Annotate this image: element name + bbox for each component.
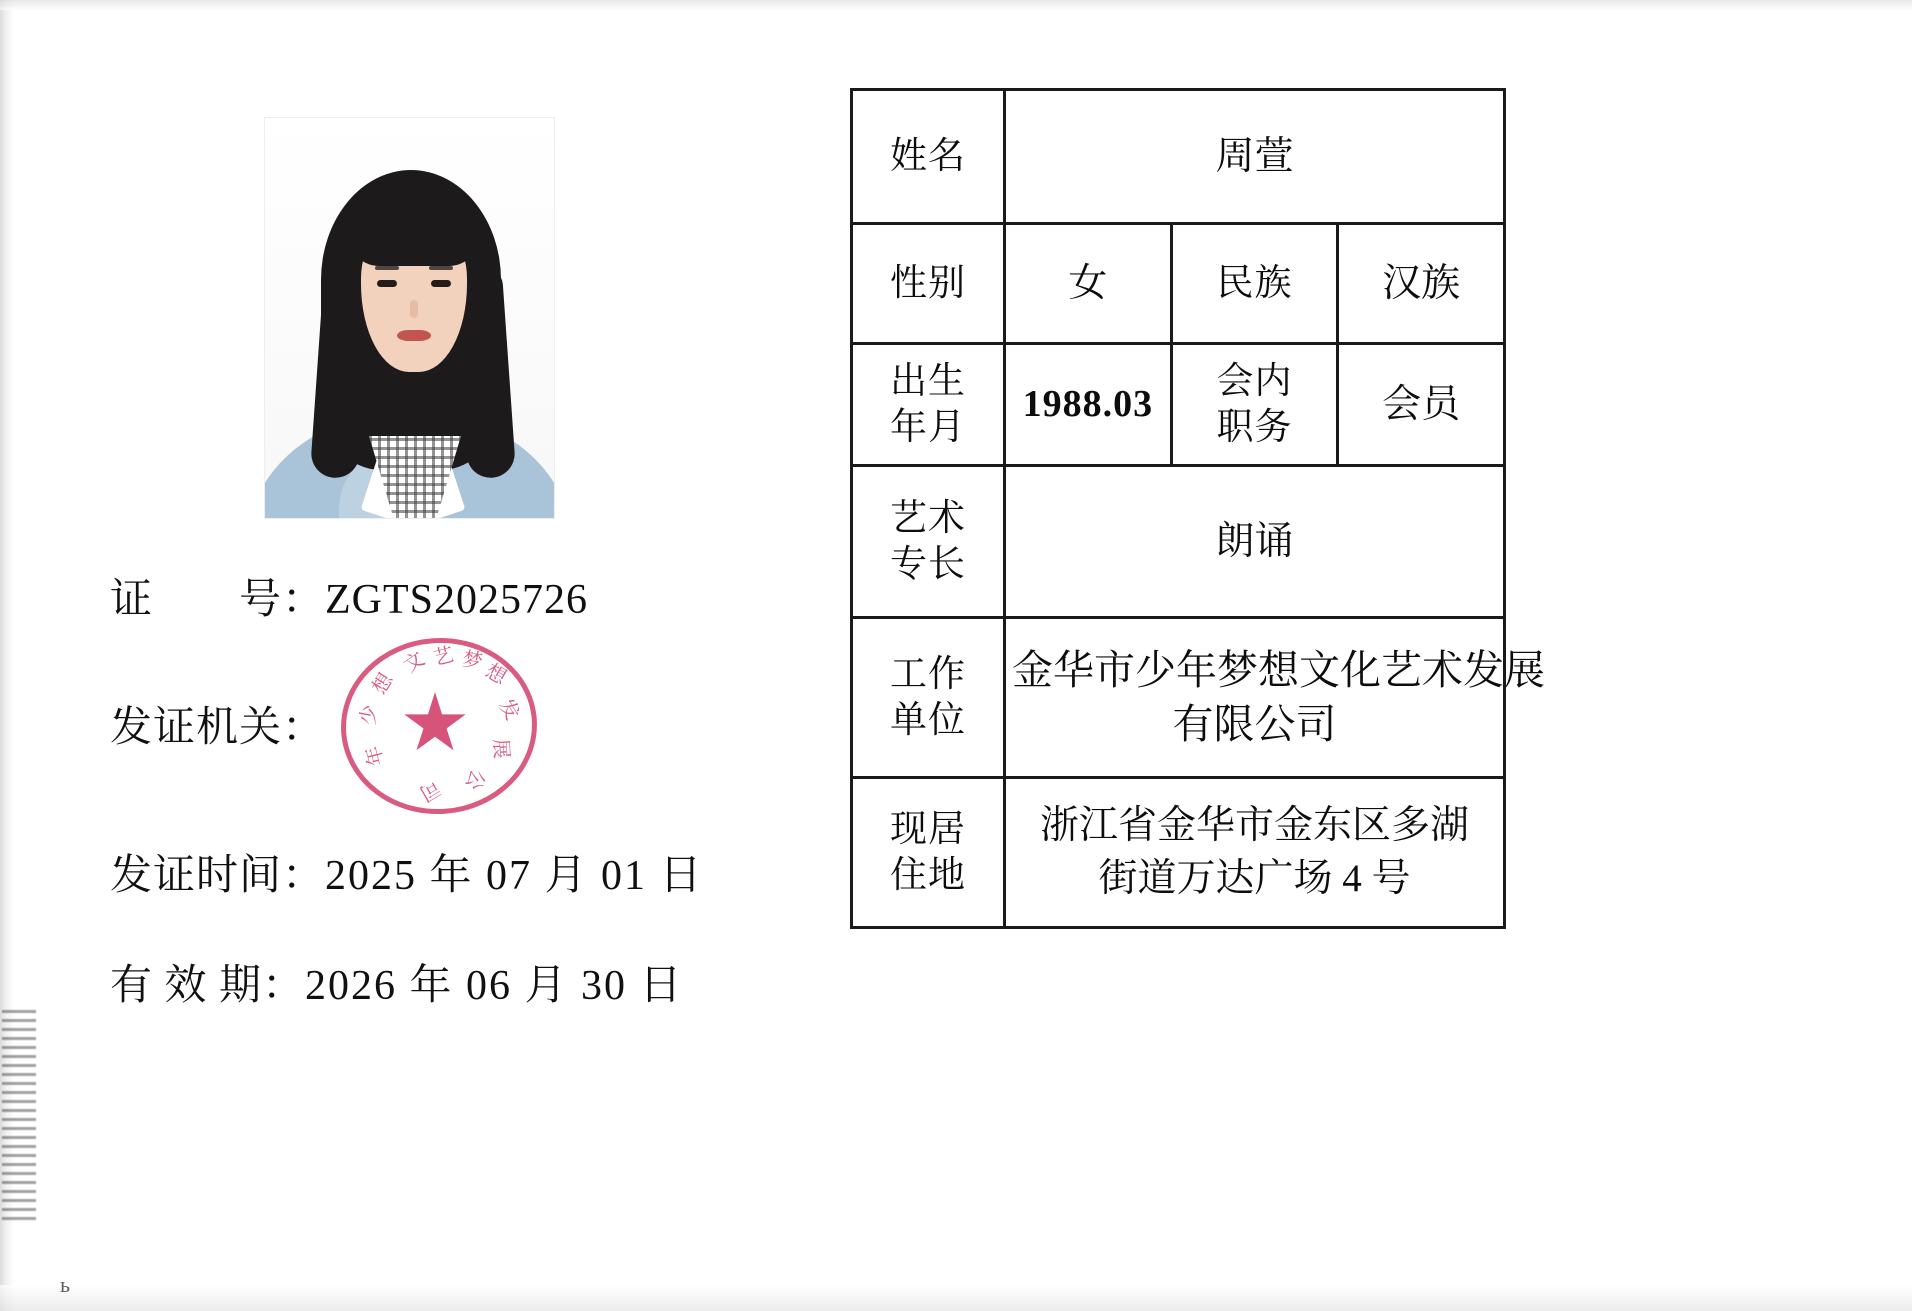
label-workplace-line1: 工作 xyxy=(890,654,966,696)
table-row-workplace xyxy=(852,618,1505,778)
label-workplace xyxy=(852,618,1005,778)
value-position: 会员 xyxy=(1338,344,1505,466)
table-row-gender-ethnicity xyxy=(852,224,1505,344)
value-address xyxy=(1005,778,1505,928)
label-specialty-line1: 艺术 xyxy=(890,498,966,540)
label-address-line1: 现居 xyxy=(890,809,966,851)
label-ethnicity: 民族 xyxy=(1171,224,1338,344)
value-name: 周萱 xyxy=(1005,90,1505,224)
label-name: 姓名 xyxy=(852,90,1005,224)
valid-until-label: 有 效 期： xyxy=(110,963,306,1009)
certificate-number-row xyxy=(110,566,588,626)
label-specialty-line2: 专长 xyxy=(890,543,966,585)
valid-until-value: 2026 年 06 月 30 日 xyxy=(305,963,684,1009)
value-gender: 女 xyxy=(1005,224,1172,344)
official-seal-stamp xyxy=(333,634,543,814)
table-row-birth-position xyxy=(852,344,1505,466)
photo-bangs xyxy=(351,204,477,266)
table-row-specialty xyxy=(852,466,1505,618)
value-address-line2: 街道万达广场 4 号 xyxy=(1098,856,1411,900)
issue-date-label: 发证时间： xyxy=(110,853,326,899)
issuer-row xyxy=(110,694,325,754)
photo-brow-right xyxy=(429,266,453,270)
certificate-number-label: 证 号： xyxy=(110,577,326,623)
seal-text: 文 艺 梦 想 想 少 年 发 展 公 司 xyxy=(356,643,524,805)
value-birth-date: 1988.03 xyxy=(1005,344,1172,466)
table-row-address xyxy=(852,778,1505,928)
value-workplace-line1: 金华市少年梦想文化艺术发展 xyxy=(1012,647,1545,694)
card-left-column xyxy=(0,0,840,1311)
label-birth-date-line1: 出生 xyxy=(890,361,966,403)
valid-until-row xyxy=(110,952,684,1012)
value-address-line1: 浙江省金华市金东区多湖 xyxy=(1039,803,1469,847)
photo-brow-left xyxy=(375,266,399,270)
seal-star-icon xyxy=(403,692,467,756)
issuer-label: 发证机关： xyxy=(110,705,326,751)
label-birth-date-line2: 年月 xyxy=(890,406,966,448)
value-specialty: 朗诵 xyxy=(1005,466,1505,618)
label-birth-date xyxy=(852,344,1005,466)
label-position xyxy=(1171,344,1338,466)
label-address-line2: 住地 xyxy=(890,854,966,896)
value-workplace xyxy=(1005,618,1545,778)
member-info-table xyxy=(850,88,1545,929)
seal-ring xyxy=(335,631,543,820)
scan-mark: ь xyxy=(60,1272,71,1297)
value-ethnicity: 汉族 xyxy=(1338,224,1505,344)
label-specialty xyxy=(852,466,1005,618)
value-workplace-line2: 有限公司 xyxy=(1172,700,1337,747)
table-row-name xyxy=(852,90,1505,224)
certificate-number-value: ZGTS2025726 xyxy=(325,577,589,623)
photo-nose xyxy=(410,300,418,318)
issue-date-value: 2025 年 07 月 01 日 xyxy=(325,853,704,899)
photo-mouth xyxy=(397,330,431,341)
label-position-line1: 会内 xyxy=(1216,361,1293,403)
photo-eye-right xyxy=(431,280,451,287)
label-gender: 性别 xyxy=(852,224,1005,344)
issue-date-row xyxy=(110,842,704,902)
photo-eye-left xyxy=(377,280,397,287)
portrait-photo xyxy=(265,118,554,518)
label-workplace-line2: 单位 xyxy=(890,699,966,741)
label-position-line2: 职务 xyxy=(1216,406,1293,448)
label-address xyxy=(852,778,1005,928)
